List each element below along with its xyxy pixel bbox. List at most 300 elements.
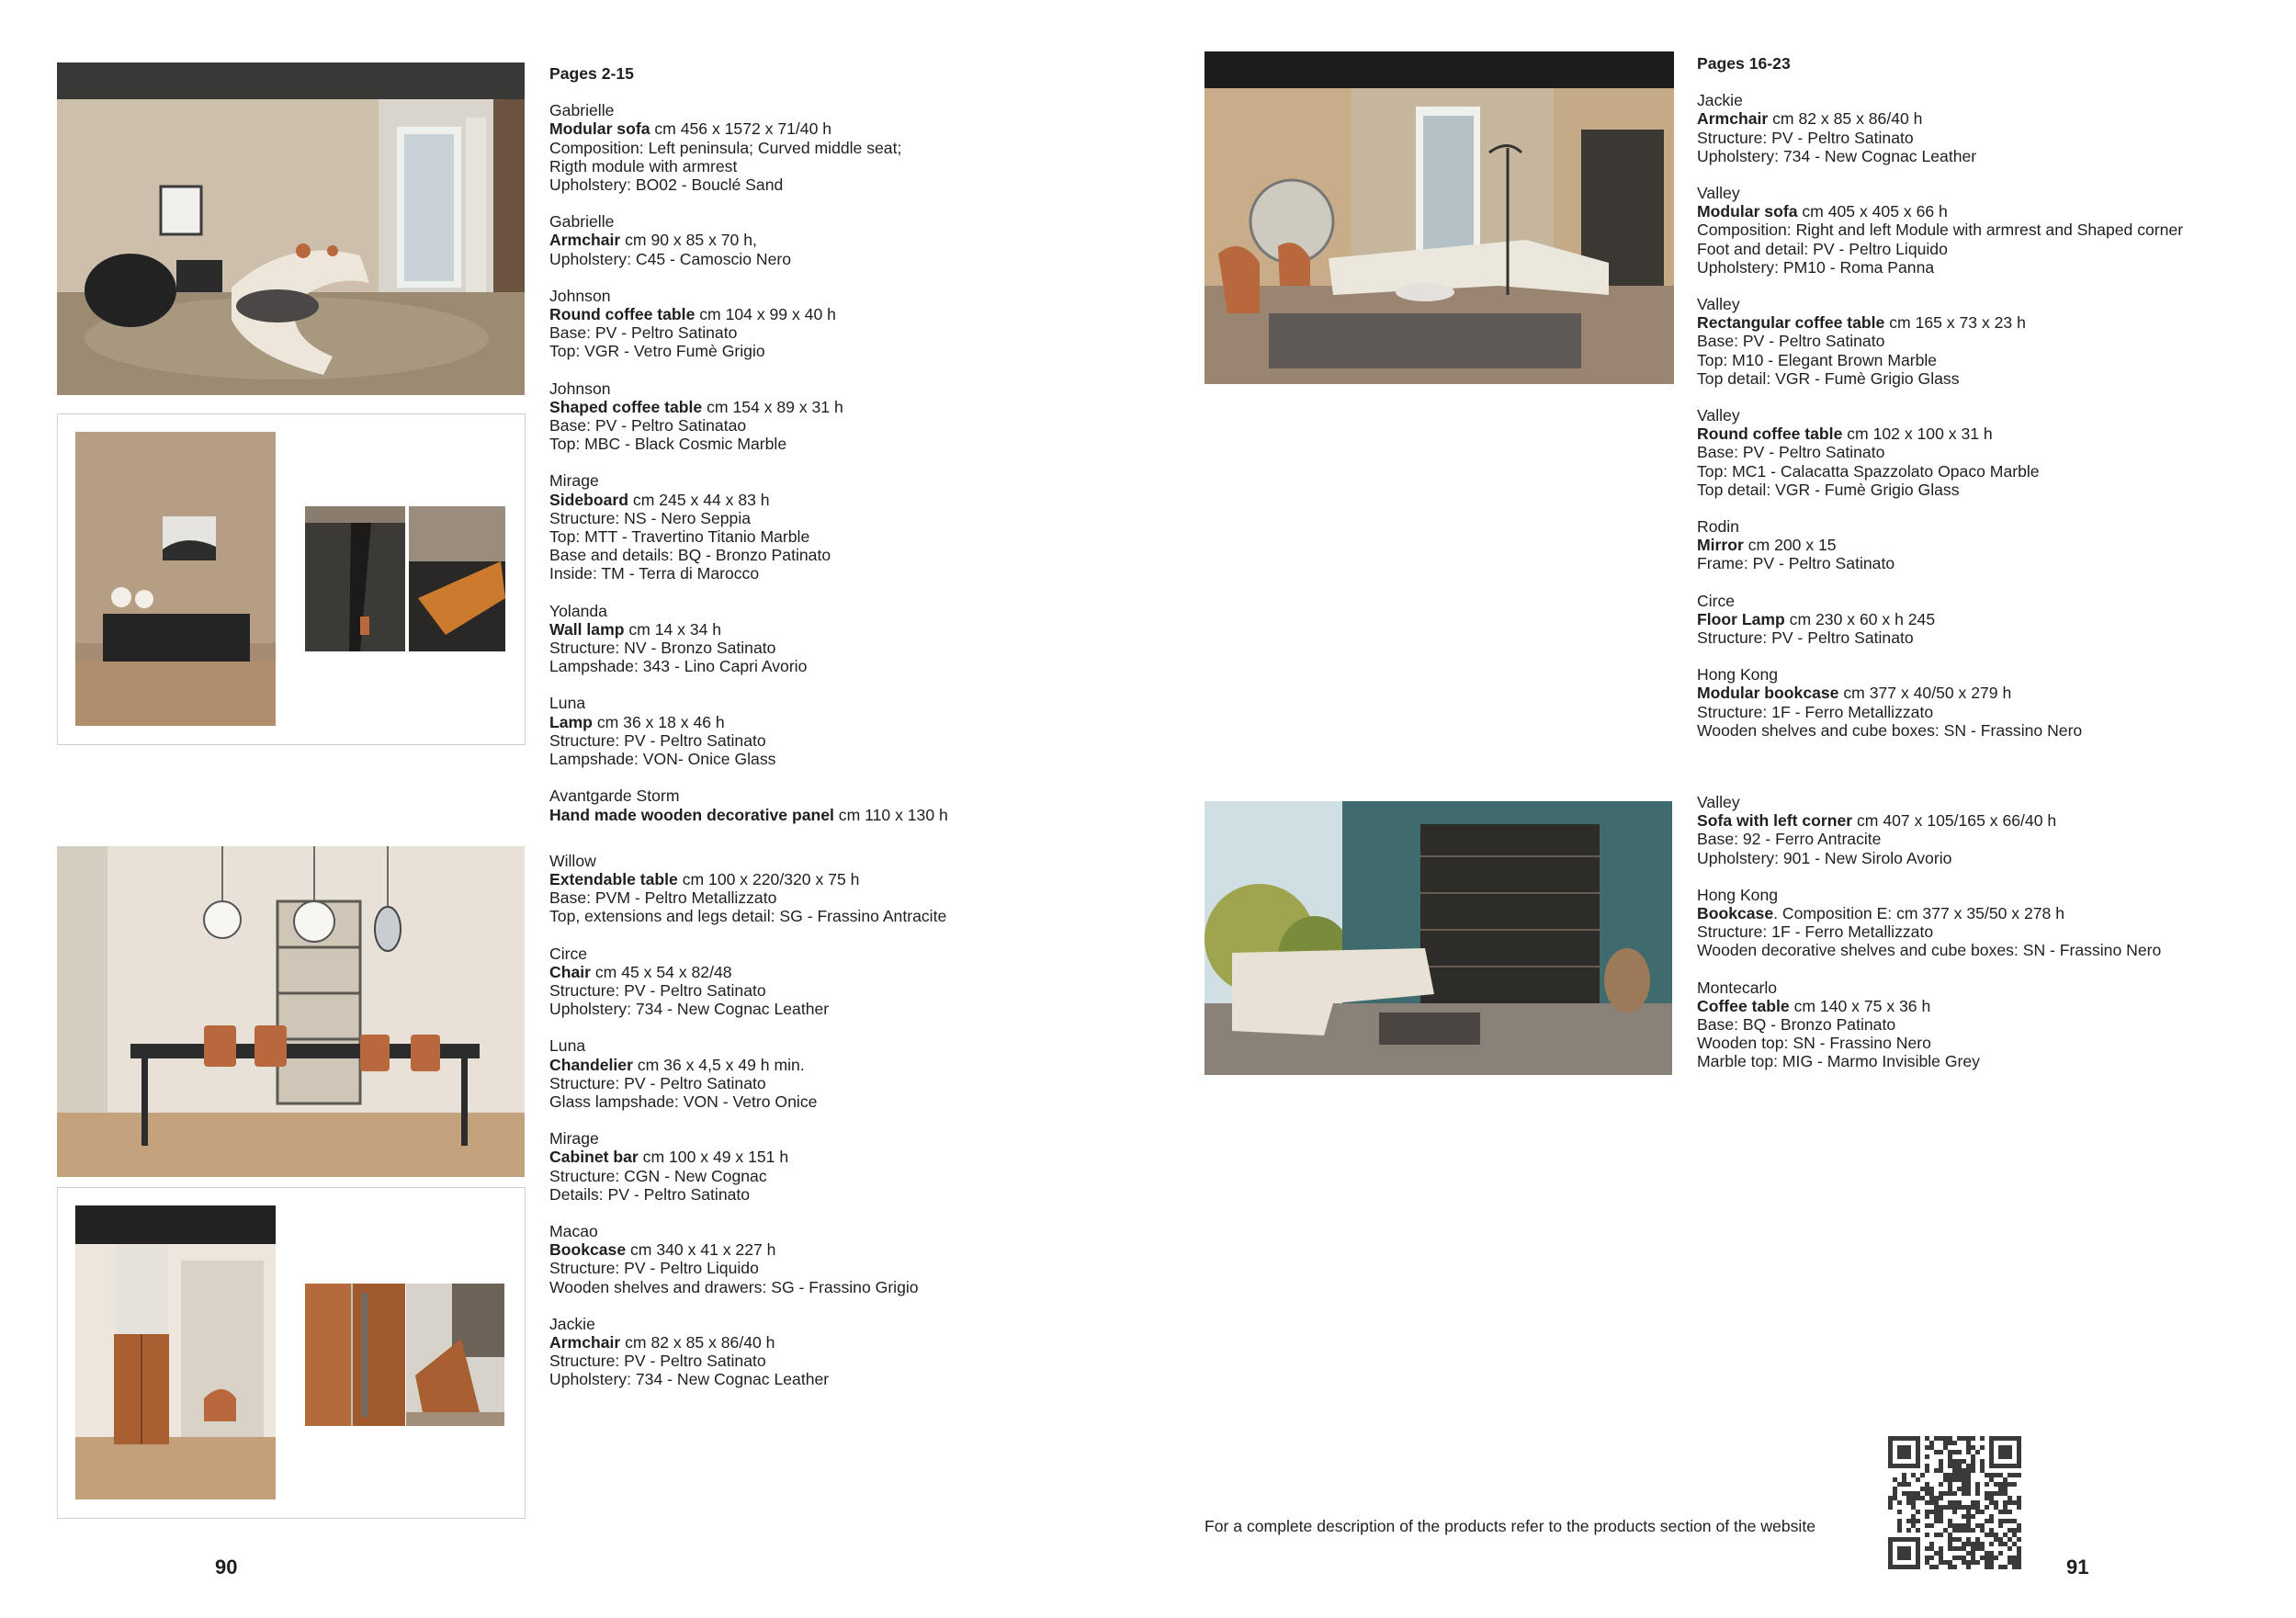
- qr-module: [1957, 1537, 1962, 1542]
- qr-module: [2008, 1519, 2012, 1523]
- qr-module: [1920, 1473, 1925, 1477]
- qr-module: [1998, 1487, 2003, 1491]
- qr-module: [1994, 1556, 1998, 1560]
- qr-module: [1948, 1546, 1952, 1551]
- product-title-line: [1697, 313, 2276, 332]
- product-spec: Structure: 1F - Ferro Metallizzato: [1697, 702, 1934, 721]
- qr-module: [1939, 1450, 1943, 1454]
- product-spec: Base: 92 - Ferro Antracite: [1697, 830, 1882, 849]
- product-name: Hand made wooden decorative panel: [549, 805, 834, 824]
- photo-dining-room: [57, 846, 525, 1177]
- qr-module: [1943, 1436, 1948, 1441]
- qr-module: [1952, 1565, 1957, 1569]
- qr-module: [1943, 1445, 1948, 1450]
- product-title-line: [1697, 109, 2276, 128]
- product-collection: Valley: [1697, 406, 1740, 425]
- qr-module: [1934, 1468, 1939, 1473]
- qr-module: [1998, 1445, 2012, 1459]
- qr-module: [1943, 1528, 1948, 1533]
- product-spec: Top: M10 - Elegant Brown Marble: [1697, 350, 1938, 369]
- product-name: Round coffee table: [1697, 424, 1843, 444]
- qr-module: [1962, 1514, 1966, 1519]
- qr-module: [1948, 1523, 1952, 1528]
- qr-module: [1948, 1482, 1952, 1487]
- qr-module: [1948, 1441, 1952, 1445]
- qr-module: [1902, 1491, 1906, 1496]
- product-collection: Gabrielle: [549, 101, 615, 120]
- qr-module: [1939, 1491, 1943, 1496]
- qr-module: [1957, 1505, 1962, 1510]
- product-entry: [1697, 979, 2276, 1071]
- qr-module: [1966, 1537, 1971, 1542]
- qr-module: [1952, 1450, 1957, 1454]
- product-dimensions: cm 200 x 15: [1743, 536, 1837, 555]
- qr-module: [1911, 1514, 1916, 1519]
- qr-module: [1911, 1505, 1916, 1510]
- product-dimensions: cm 140 x 75 x 36 h: [1789, 996, 1931, 1015]
- qr-module: [1998, 1523, 2003, 1528]
- product-list-pages-16-23: [1697, 54, 2276, 1071]
- product-collection: Macao: [549, 1221, 598, 1240]
- qr-module: [1966, 1445, 1971, 1450]
- qr-module: [1989, 1491, 1994, 1496]
- qr-module: [2012, 1500, 2017, 1505]
- qr-module: [1897, 1445, 1911, 1459]
- qr-module: [1948, 1454, 1952, 1459]
- product-collection: Johnson: [549, 286, 611, 305]
- product-spec: Inside: TM - Terra di Marocco: [549, 564, 760, 583]
- qr-module: [1998, 1491, 2003, 1496]
- product-entry: [549, 602, 990, 676]
- qr-module: [1948, 1459, 1952, 1464]
- qr-module: [1934, 1496, 1939, 1500]
- qr-module: [2008, 1528, 2012, 1533]
- qr-module: [1966, 1450, 1971, 1454]
- product-dimensions: cm 154 x 89 x 31 h: [702, 397, 843, 416]
- qr-module: [1925, 1445, 1929, 1450]
- product-entry: [549, 786, 990, 823]
- qr-module: [1971, 1454, 1975, 1459]
- product-dimensions: cm 230 x 60 x h 245: [1784, 609, 1936, 628]
- qr-module: [2012, 1533, 2017, 1537]
- qr-module: [1925, 1454, 1929, 1459]
- qr-module: [1952, 1441, 1957, 1445]
- product-collection: Circe: [549, 944, 588, 963]
- product-name: Floor Lamp: [1697, 609, 1785, 628]
- qr-module: [1971, 1556, 1975, 1560]
- qr-module: [2017, 1505, 2021, 1510]
- qr-module: [1948, 1565, 1952, 1569]
- qr-module: [1966, 1528, 1971, 1533]
- qr-module: [1929, 1556, 1934, 1560]
- qr-module: [1957, 1450, 1962, 1454]
- qr-module: [1994, 1482, 1998, 1487]
- qr-module: [1934, 1551, 1939, 1556]
- qr-module: [1971, 1464, 1975, 1468]
- qr-module: [1957, 1546, 1962, 1551]
- qr-module: [1998, 1537, 2003, 1542]
- product-collection: Yolanda: [549, 601, 607, 620]
- product-title-line: [1697, 684, 2276, 702]
- qr-module: [1948, 1542, 1952, 1546]
- product-dimensions: cm 36 x 18 x 46 h: [592, 712, 725, 731]
- qr-module: [1939, 1556, 1943, 1560]
- qr-module: [1971, 1468, 1975, 1473]
- qr-module: [1948, 1500, 1952, 1505]
- product-name: Shaped coffee table: [549, 397, 703, 416]
- qr-module: [1934, 1565, 1939, 1569]
- qr-module: [1893, 1487, 1897, 1491]
- product-name: Rectangular coffee table: [1697, 313, 1885, 333]
- qr-module: [1998, 1473, 2003, 1477]
- qr-module: [2017, 1473, 2021, 1477]
- qr-module: [1952, 1464, 1957, 1468]
- qr-module: [1952, 1473, 1957, 1477]
- qr-module: [1994, 1473, 1998, 1477]
- photo-cabinet-bar: [75, 1205, 276, 1499]
- qr-module: [1943, 1477, 1948, 1482]
- product-spec: Structure: 1F - Ferro Metallizzato: [1697, 922, 1934, 942]
- qr-module: [1929, 1496, 1934, 1500]
- qr-module: [1971, 1551, 1975, 1556]
- qr-module: [1939, 1551, 1943, 1556]
- qr-module: [1966, 1436, 1971, 1441]
- qr-module: [1957, 1487, 1962, 1491]
- qr-module: [1939, 1496, 1943, 1500]
- product-group-valley-sofa: [1697, 793, 2276, 1090]
- product-spec: Structure: PV - Peltro Satinato: [1697, 628, 1914, 648]
- qr-module: [1948, 1505, 1952, 1510]
- qr-module: [2008, 1546, 2012, 1551]
- photo-sideboard-detail-1: [305, 506, 405, 651]
- qr-module: [1929, 1445, 1934, 1450]
- product-spec: Base: PV - Peltro Satinato: [1697, 332, 1885, 351]
- qr-module: [1966, 1565, 1971, 1569]
- qr-module: [1888, 1505, 1893, 1510]
- product-collection: Hong Kong: [1697, 665, 1779, 685]
- qr-module: [1985, 1556, 1989, 1560]
- qr-module: [1893, 1496, 1897, 1500]
- qr-module: [1989, 1477, 1994, 1482]
- product-spec: Wooden shelves and drawers: SG - Frassino Grigio: [549, 1277, 919, 1296]
- qr-module: [1985, 1560, 1989, 1565]
- qr-module: [1975, 1542, 1980, 1546]
- qr-module: [1975, 1537, 1980, 1542]
- qr-module: [1939, 1533, 1943, 1537]
- qr-module: [1948, 1436, 1952, 1441]
- qr-module: [1998, 1542, 2003, 1546]
- product-entry: [1697, 665, 2276, 740]
- qr-module: [1980, 1464, 1985, 1468]
- product-spec: Top, extensions and legs detail: SG - Frassino Antracite: [549, 907, 947, 926]
- product-title-line: [1697, 811, 2276, 830]
- product-title-line: [1697, 424, 2276, 443]
- qr-module: [1994, 1491, 1998, 1496]
- qr-module: [2017, 1537, 2021, 1542]
- qr-module: [1929, 1546, 1934, 1551]
- qr-module: [1939, 1519, 1943, 1523]
- photo-living-room-curved-sofa: [57, 62, 525, 395]
- qr-module: [1989, 1560, 1994, 1565]
- photo-valley-living-room: [1205, 51, 1674, 384]
- qr-module: [1962, 1505, 1966, 1510]
- product-title-line: [1697, 202, 2276, 221]
- qr-module: [1952, 1523, 1957, 1528]
- qr-module: [1975, 1500, 1980, 1505]
- product-spec: Structure: CGN - New Cognac: [549, 1166, 767, 1185]
- qr-module: [1939, 1546, 1943, 1551]
- product-dimensions: . Composition E: cm 377 x 35/50 x 278 h: [1773, 904, 2064, 923]
- qr-module: [1948, 1487, 1952, 1491]
- qr-module: [1925, 1523, 1929, 1528]
- product-collection: Avantgarde Storm: [549, 786, 680, 806]
- qr-module: [1971, 1546, 1975, 1551]
- qr-module: [1971, 1528, 1975, 1533]
- qr-module: [1916, 1510, 1920, 1514]
- qr-module: [1957, 1500, 1962, 1505]
- qr-module: [1962, 1487, 1966, 1491]
- qr-module: [1966, 1482, 1971, 1487]
- qr-module: [1989, 1551, 1994, 1556]
- product-spec: Details: PV - Peltro Satinato: [549, 1184, 751, 1204]
- product-spec: Wooden top: SN - Frassino Nero: [1697, 1034, 1931, 1053]
- qr-module: [1952, 1537, 1957, 1542]
- qr-module: [1985, 1482, 1989, 1487]
- product-spec: Wooden decorative shelves and cube boxes: SN - Frassino Nero: [1697, 941, 2162, 960]
- qr-module: [1952, 1546, 1957, 1551]
- photo-valley-sofa-bookcase: [1205, 801, 1672, 1075]
- qr-module: [2017, 1500, 2021, 1505]
- qr-module: [1943, 1491, 1948, 1496]
- page-number-right: 91: [2066, 1556, 2089, 1578]
- qr-module: [2012, 1565, 2017, 1569]
- qr-module: [1985, 1473, 1989, 1477]
- qr-module: [1962, 1477, 1966, 1482]
- qr-module: [2003, 1491, 2008, 1496]
- photo-cabinet-bar-detail-2: [406, 1284, 504, 1426]
- qr-module: [2008, 1556, 2012, 1560]
- qr-module: [1966, 1510, 1971, 1514]
- product-title-line: [549, 620, 990, 639]
- qr-module: [2008, 1496, 2012, 1500]
- qr-module: [1925, 1482, 1929, 1487]
- qr-module: [1948, 1464, 1952, 1468]
- product-title-line: [549, 806, 990, 824]
- product-collection: Mirage: [549, 471, 599, 491]
- product-dimensions: cm 100 x 49 x 151 h: [638, 1148, 789, 1167]
- qr-module: [1966, 1523, 1971, 1528]
- product-entry: [549, 379, 990, 454]
- product-name: Bookcase: [1697, 904, 1774, 923]
- qr-module: [1989, 1533, 1994, 1537]
- section-heading: Pages 16-23: [1697, 54, 1791, 73]
- qr-module: [1966, 1505, 1971, 1510]
- product-spec: Frame: PV - Peltro Satinato: [1697, 554, 1895, 573]
- product-dimensions: cm 165 x 73 x 23 h: [1884, 313, 2026, 333]
- qr-module: [1929, 1441, 1934, 1445]
- qr-module: [1916, 1496, 1920, 1500]
- product-dimensions: cm 377 x 40/50 x 279 h: [1838, 684, 2012, 703]
- product-spec: Rigth module with armrest: [549, 156, 738, 175]
- product-title-line: [1697, 904, 2276, 922]
- product-title-line: [549, 870, 990, 888]
- qr-module: [1948, 1491, 1952, 1496]
- product-collection: Johnson: [549, 379, 611, 398]
- product-dimensions: cm 110 x 130 h: [833, 805, 948, 824]
- qr-module: [1925, 1510, 1929, 1514]
- product-entry: [1697, 406, 2276, 499]
- qr-module: [1980, 1546, 1985, 1551]
- product-spec: Base and details: BQ - Bronzo Patinato: [549, 546, 831, 565]
- product-spec: Base: PV - Peltro Satinato: [1697, 443, 1885, 462]
- qr-module: [1952, 1459, 1957, 1464]
- photo-cabinet-bar-detail-1: [305, 1284, 405, 1426]
- qr-module: [1943, 1560, 1948, 1565]
- qr-module: [1966, 1551, 1971, 1556]
- qr-module: [2008, 1473, 2012, 1477]
- product-title-line: [549, 1240, 990, 1259]
- product-entry: [549, 1315, 990, 1389]
- product-spec: Base: PV - Peltro Satinato: [549, 323, 738, 343]
- qr-module: [1929, 1542, 1934, 1546]
- product-dimensions: cm 456 x 1572 x 71/40 h: [650, 119, 832, 139]
- product-spec: Top: VGR - Vetro Fumè Grigio: [549, 342, 765, 361]
- qr-module: [1916, 1477, 1920, 1482]
- product-spec: Upholstery: 734 - New Cognac Leather: [549, 1370, 830, 1389]
- product-dimensions: cm 340 x 41 x 227 h: [626, 1240, 776, 1260]
- qr-module: [2008, 1482, 2012, 1487]
- qr-module: [1952, 1477, 1957, 1482]
- qr-module: [2012, 1542, 2017, 1546]
- qr-module: [1989, 1565, 1994, 1569]
- qr-module: [1929, 1565, 1934, 1569]
- qr-module: [2003, 1477, 2008, 1482]
- qr-module: [1925, 1533, 1929, 1537]
- qr-module: [1962, 1523, 1966, 1528]
- product-spec: Composition: Left peninsula; Curved middle seat;: [549, 138, 902, 157]
- product-collection: Luna: [549, 694, 586, 713]
- qr-module: [1916, 1519, 1920, 1523]
- qr-module: [1925, 1560, 1929, 1565]
- qr-module: [1971, 1542, 1975, 1546]
- product-name: Coffee table: [1697, 996, 1790, 1015]
- qr-module: [1948, 1533, 1952, 1537]
- qr-module: [1975, 1487, 1980, 1491]
- qr-module: [1962, 1468, 1966, 1473]
- qr-module: [1980, 1556, 1985, 1560]
- qr-module: [1934, 1505, 1939, 1510]
- product-title-line: [1697, 536, 2276, 554]
- qr-module: [1962, 1459, 1966, 1464]
- qr-module: [1962, 1556, 1966, 1560]
- product-spec: Lampshade: 343 - Lino Capri Avorio: [549, 657, 808, 676]
- product-entry: [549, 287, 990, 361]
- qr-module: [1925, 1487, 1929, 1491]
- product-entry: [1697, 592, 2276, 648]
- qr-module: [1939, 1482, 1943, 1487]
- product-name: Round coffee table: [549, 305, 696, 324]
- product-collection: Rodin: [1697, 517, 1739, 537]
- qr-module: [1939, 1505, 1943, 1510]
- qr-module: [1911, 1500, 1916, 1505]
- qr-module: [1985, 1491, 1989, 1496]
- qr-code-icon[interactable]: [1888, 1436, 2021, 1569]
- qr-module: [1897, 1510, 1902, 1514]
- qr-module: [1934, 1514, 1939, 1519]
- qr-module: [1925, 1491, 1929, 1496]
- qr-module: [1925, 1546, 1929, 1551]
- qr-module: [1939, 1459, 1943, 1464]
- qr-module: [1906, 1491, 1911, 1496]
- qr-module: [1957, 1528, 1962, 1533]
- qr-module: [1897, 1528, 1902, 1533]
- qr-module: [1966, 1441, 1971, 1445]
- qr-module: [1957, 1473, 1962, 1477]
- product-name: Bookcase: [549, 1240, 627, 1260]
- qr-module: [1906, 1496, 1911, 1500]
- qr-module: [1998, 1551, 2003, 1556]
- qr-module: [1957, 1464, 1962, 1468]
- qr-module: [1911, 1473, 1916, 1477]
- product-list-pages-2-15: [549, 64, 990, 1408]
- product-name: Cabinet bar: [549, 1148, 639, 1167]
- product-entry: [1697, 793, 2276, 867]
- qr-module: [1980, 1468, 1985, 1473]
- product-entry: [1697, 184, 2276, 277]
- product-name: Modular bookcase: [1697, 684, 1839, 703]
- product-title-line: [549, 713, 990, 731]
- qr-module: [1888, 1500, 1893, 1505]
- product-spec: Upholstery: 734 - New Cognac Leather: [549, 1000, 830, 1019]
- product-title-line: [549, 963, 990, 981]
- product-dimensions: cm 104 x 99 x 40 h: [695, 305, 836, 324]
- qr-module: [2017, 1496, 2021, 1500]
- product-entry: [549, 1222, 990, 1296]
- product-dimensions: cm 36 x 4,5 x 49 h min.: [632, 1055, 805, 1074]
- qr-module: [1920, 1487, 1925, 1491]
- product-name: Wall lamp: [549, 619, 625, 639]
- qr-module: [1934, 1436, 1939, 1441]
- qr-module: [2017, 1560, 2021, 1565]
- qr-module: [1957, 1556, 1962, 1560]
- qr-module: [1948, 1450, 1952, 1454]
- qr-module: [1989, 1473, 1994, 1477]
- qr-module: [1962, 1491, 1966, 1496]
- product-spec: Structure: PV - Peltro Liquido: [549, 1259, 759, 1278]
- product-title-line: [549, 231, 990, 249]
- qr-module: [2012, 1519, 2017, 1523]
- product-spec: Top: MTT - Travertino Titanio Marble: [549, 527, 810, 547]
- qr-module: [1966, 1464, 1971, 1468]
- qr-module: [1906, 1519, 1911, 1523]
- qr-module: [2012, 1473, 2017, 1477]
- qr-module: [2003, 1510, 2008, 1514]
- product-group-living: [549, 101, 990, 824]
- qr-module: [2012, 1482, 2017, 1487]
- qr-module: [2003, 1542, 2008, 1546]
- product-title-line: [549, 1148, 990, 1166]
- qr-module: [1966, 1473, 1971, 1477]
- qr-module: [1906, 1528, 1911, 1533]
- qr-module: [1962, 1546, 1966, 1551]
- product-spec: Wooden shelves and cube boxes: SN - Frassino Nero: [1697, 720, 2083, 740]
- product-entry: [549, 212, 990, 268]
- qr-module: [1906, 1500, 1911, 1505]
- qr-module: [1920, 1496, 1925, 1500]
- product-collection: Circe: [1697, 591, 1736, 610]
- qr-module: [1985, 1533, 1989, 1537]
- qr-module: [1948, 1473, 1952, 1477]
